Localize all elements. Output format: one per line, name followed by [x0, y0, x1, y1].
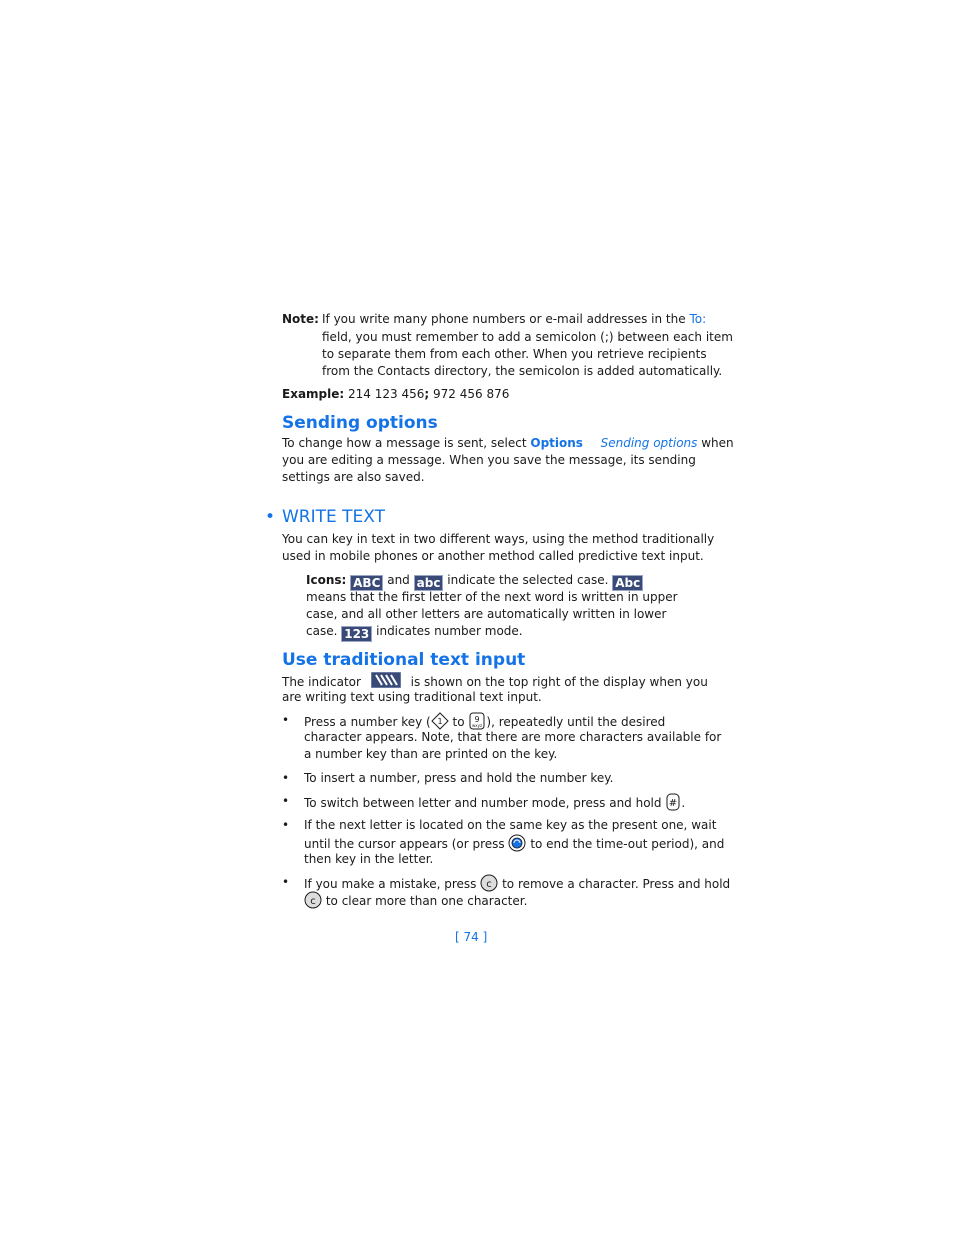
- bullet-2-line-1: To insert a number, press and hold the number key.: [304, 771, 614, 785]
- svg-text:9: 9: [474, 715, 480, 724]
- bullet-3-line-1: To switch between letter and number mode, press and hold # .: [304, 793, 685, 816]
- clear-key-icon: [304, 891, 322, 914]
- traditional-line-2: are writing text using traditional text input.: [282, 690, 542, 704]
- write-text-line-1: You can key in text in two different ways, using the method traditionally: [282, 532, 715, 546]
- bullet-4-line-1: If the next letter is located on the same key as the present one, wait: [304, 818, 717, 832]
- sending-options-line-2: you are editing a message. When you save the message, its sending: [282, 453, 696, 467]
- lowercase-mode-icon: abc: [414, 575, 444, 591]
- example-line: Example: 214 123 456; 972 456 876: [282, 387, 510, 401]
- svg-text:wxyz: wxyz: [472, 723, 483, 728]
- to-field-label: To:: [689, 312, 707, 326]
- bullet-5-line-2: c to clear more than one character.: [304, 891, 527, 914]
- svg-text:#: #: [669, 798, 678, 809]
- sending-options-line-1: To change how a message is sent, select Options Sending options when: [282, 436, 734, 450]
- write-text-heading: WRITE TEXT: [282, 507, 386, 527]
- icons-line-3: case, and all other letters are automatically written in lower: [306, 607, 667, 621]
- uppercase-mode-icon: ABC: [350, 575, 383, 591]
- navi-key-icon: [508, 834, 526, 857]
- sending-options-line-3: settings are also saved.: [282, 470, 425, 484]
- svg-text:c: c: [310, 896, 316, 907]
- hash-key-icon: [665, 793, 681, 816]
- svg-text:c: c: [486, 879, 492, 890]
- bullet-marker: •: [282, 794, 290, 808]
- icons-line-2: means that the first letter of the next word is written in upper: [306, 590, 678, 604]
- bullet-1-line-2: character appears. Note, that there are more characters available for: [304, 730, 722, 744]
- note-line-2: field, you must remember to add a semicolon (;) between each item: [322, 330, 733, 344]
- bullet-5-line-1: If you make a mistake, press c to remove a character. Press and hold: [304, 874, 730, 897]
- note-line-1: If you write many phone numbers or e-mail addresses in the To:: [322, 312, 707, 326]
- menu-options: Options: [530, 436, 583, 450]
- bullet-marker: •: [282, 771, 290, 785]
- bullet-marker: •: [282, 818, 290, 832]
- write-text-line-2: used in mobile phones or another method called predictive text input.: [282, 549, 704, 563]
- traditional-heading: Use traditional text input: [282, 650, 526, 670]
- bullet-1-line-3: a number key than are printed on the key.: [304, 747, 558, 761]
- note-line-3: to separate them from each other. When you retrieve recipients: [322, 347, 707, 361]
- bullet-4-line-3: then key in the letter.: [304, 852, 434, 866]
- page-number: [ 74 ]: [455, 930, 488, 944]
- note-label: Note:: [282, 312, 319, 326]
- bullet-1-line-1: Press a number key ( 1 to 9 wxyz ), repeatedly until the desired: [304, 712, 665, 735]
- svg-text:1: 1: [437, 717, 443, 726]
- bullet-marker: •: [282, 713, 290, 727]
- sentence-case-icon: Abc: [612, 575, 643, 591]
- traditional-line-1: The indicator is shown on the top right of the display when you: [282, 672, 708, 693]
- bullet-4-line-2: until the cursor appears (or press to end the time-out period), and: [304, 834, 724, 857]
- menu-sending-options: Sending options: [600, 436, 698, 450]
- number-mode-icon: 123: [341, 626, 372, 642]
- icons-line-4: case. 123 indicates number mode.: [306, 624, 523, 641]
- icons-line-1: Icons: ABC and abc indicate the selected case. Abc: [306, 572, 643, 591]
- sending-options-heading: Sending options: [282, 413, 438, 433]
- bullet-marker: •: [282, 875, 290, 889]
- write-text-bullet: •: [265, 507, 276, 527]
- note-line-4: from the Contacts directory, the semicolon is added automatically.: [322, 364, 723, 378]
